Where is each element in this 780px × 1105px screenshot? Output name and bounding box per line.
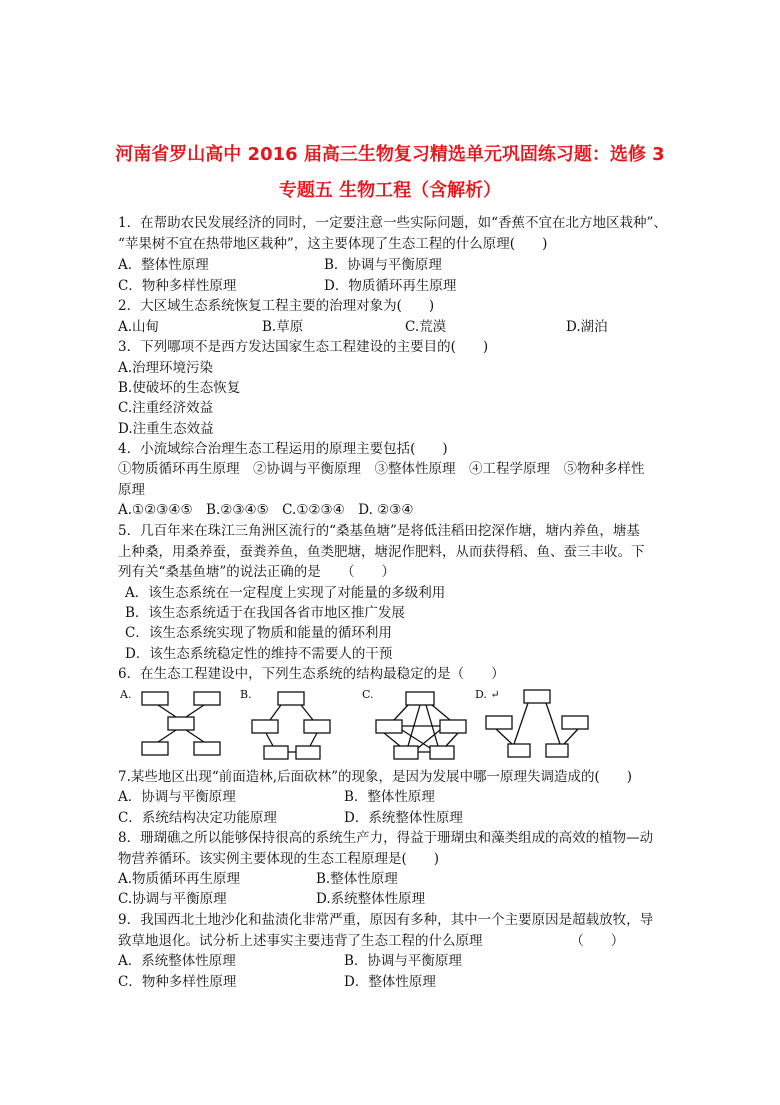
q8-option-a: A.物质循环再生原理	[118, 871, 241, 887]
node-box	[168, 717, 194, 730]
q5-stem-line3: 列有关“桑基鱼塘”的说法正确的是 （ ）	[118, 564, 396, 580]
document-title-line1: 河南省罗山高中 2016 届高三生物复习精选单元巩固练习题：选修 3	[115, 144, 665, 165]
q8-option-c: C.协调与平衡原理	[118, 891, 227, 907]
q2-option-c: C.荒漠	[405, 319, 447, 335]
q5-option-c: C．该生态系统实现了物质和能量的循环利用	[125, 625, 392, 641]
node-box	[524, 690, 550, 703]
q9-option-b: B．协调与平衡原理	[344, 953, 462, 969]
q8-stem-line2: 物营养循环。该实例主要体现的生态工程原理是( )	[118, 851, 440, 867]
node-box	[296, 746, 320, 759]
node-box	[264, 746, 288, 759]
node-box	[406, 692, 434, 705]
q4-stem: 4．小流域综合治理生态工程运用的原理主要包括( )	[118, 441, 448, 457]
q9-option-c: C．物种多样性原理	[118, 974, 237, 990]
q3-option-a: A.治理环境污染	[118, 360, 214, 376]
q5-stem-line2: 上种桑，用桑养蚕，蚕粪养鱼，鱼类肥塘，塘泥作肥料，从而获得稻、鱼、蚕三丰收。下	[118, 544, 645, 560]
q6-label-c: C.	[362, 688, 374, 701]
q3-option-d: D.注重生态效益	[118, 421, 214, 437]
q9-option-a: A．系统整体性原理	[118, 953, 236, 969]
q1-option-a: A．整体性原理	[118, 257, 209, 273]
q1-stem-line1: 1．在帮助农民发展经济的同时，一定要注意一些实际问题，如“香蕉不宜在北方地区栽种”、	[118, 215, 667, 231]
q3-stem: 3．下列哪项不是西方发达国家生态工程建设的主要目的( )	[118, 339, 489, 355]
q2-option-d: D.湖泊	[566, 319, 608, 335]
node-box	[486, 716, 512, 729]
q7-option-b: B．整体性原理	[344, 789, 435, 805]
q9-option-d: D．整体性原理	[344, 974, 436, 990]
q6-label-a: A.	[120, 688, 132, 701]
q6-label-b: B.	[240, 688, 252, 701]
q6-diagram-c	[362, 688, 466, 759]
node-box	[376, 720, 402, 733]
node-box	[508, 744, 530, 757]
node-box	[394, 746, 418, 759]
q4-items-line2: 原理	[118, 482, 145, 498]
q1-stem-line2: “苹果树不宜在热带地区栽种”，这主要体现了生态工程的什么原理( )	[118, 236, 548, 252]
q7-option-c: C．系统结构决定功能原理	[118, 810, 277, 826]
node-box	[430, 746, 454, 759]
q5-stem-line1: 5．几百年来在珠江三角洲区流行的“桑基鱼塘”是将低洼稻田挖深作塘，塘内养鱼，塘基	[118, 523, 640, 539]
q8-option-d: D.系统整体性原理	[316, 891, 426, 907]
node-box	[440, 720, 466, 733]
node-box	[142, 692, 168, 705]
q9-stem-line2: 致草地退化。试分析上述事实主要违背了生态工程的什么原理 （ ）	[118, 933, 625, 949]
q8-stem-line1: 8．珊瑚礁之所以能够保持很高的系统生产力，得益于珊瑚虫和藻类组成的高效的植物—动	[118, 830, 654, 846]
node-box	[304, 720, 330, 733]
q2-option-b: B.草原	[262, 319, 304, 335]
q3-option-b: B.使破坏的生态恢复	[118, 380, 241, 396]
q2-option-a: A.山甸	[118, 319, 160, 335]
q6-diagram-b	[240, 688, 330, 759]
q7-option-a: A．协调与平衡原理	[118, 789, 236, 805]
q6-diagram-d	[475, 688, 588, 757]
q6-label-d: D. ↵	[475, 688, 500, 701]
q4-options: A.①②③④⑤ B.②③④⑤ C.①②③④ D. ②③④	[118, 502, 414, 518]
q8-option-b: B.整体性原理	[316, 871, 398, 887]
document-title-line2: 专题五 生物工程（含解析）	[278, 180, 502, 201]
node-box	[278, 692, 304, 705]
q5-option-b: B．该生态系统适于在我国各省市地区推广发展	[125, 605, 405, 621]
node-box	[194, 692, 220, 705]
q4-items-line1: ①物质循环再生原理 ②协调与平衡原理 ③整体性原理 ④工程学原理 ⑤物种多样性	[118, 461, 645, 477]
q6-stem: 6．在生态工程建设中，下列生态系统的结构最稳定的是（ ）	[118, 666, 505, 682]
q5-option-a: A．该生态系统在一定程度上实现了对能量的多级利用	[125, 585, 446, 601]
q6-structure-diagrams	[118, 686, 658, 766]
q9-stem-line1: 9．我国西北土地沙化和盐渍化非常严重，原因有多种，其中一个主要原因是超载放牧，导	[118, 912, 654, 928]
q7-stem: 7.某些地区出现“前面造林,后面砍林”的现象，是因为发展中哪一原理失调造成的( )	[118, 769, 633, 785]
node-box	[142, 742, 168, 755]
q7-option-d: D．系统整体性原理	[344, 810, 463, 826]
q2-stem: 2．大区域生态系统恢复工程主要的治理对象为( )	[118, 298, 435, 314]
q1-option-c: C．物种多样性原理	[118, 278, 237, 294]
q5-option-d: D．该生态系统稳定性的维持不需要人的干预	[125, 646, 393, 662]
q1-option-b: B．协调与平衡原理	[324, 257, 442, 273]
q1-option-d: D．物质循环再生原理	[324, 278, 457, 294]
node-box	[562, 716, 588, 729]
q3-option-c: C.注重经济效益	[118, 400, 214, 416]
node-box	[252, 720, 278, 733]
node-box	[546, 744, 568, 757]
node-box	[194, 742, 220, 755]
q6-diagram-a	[119, 688, 220, 755]
